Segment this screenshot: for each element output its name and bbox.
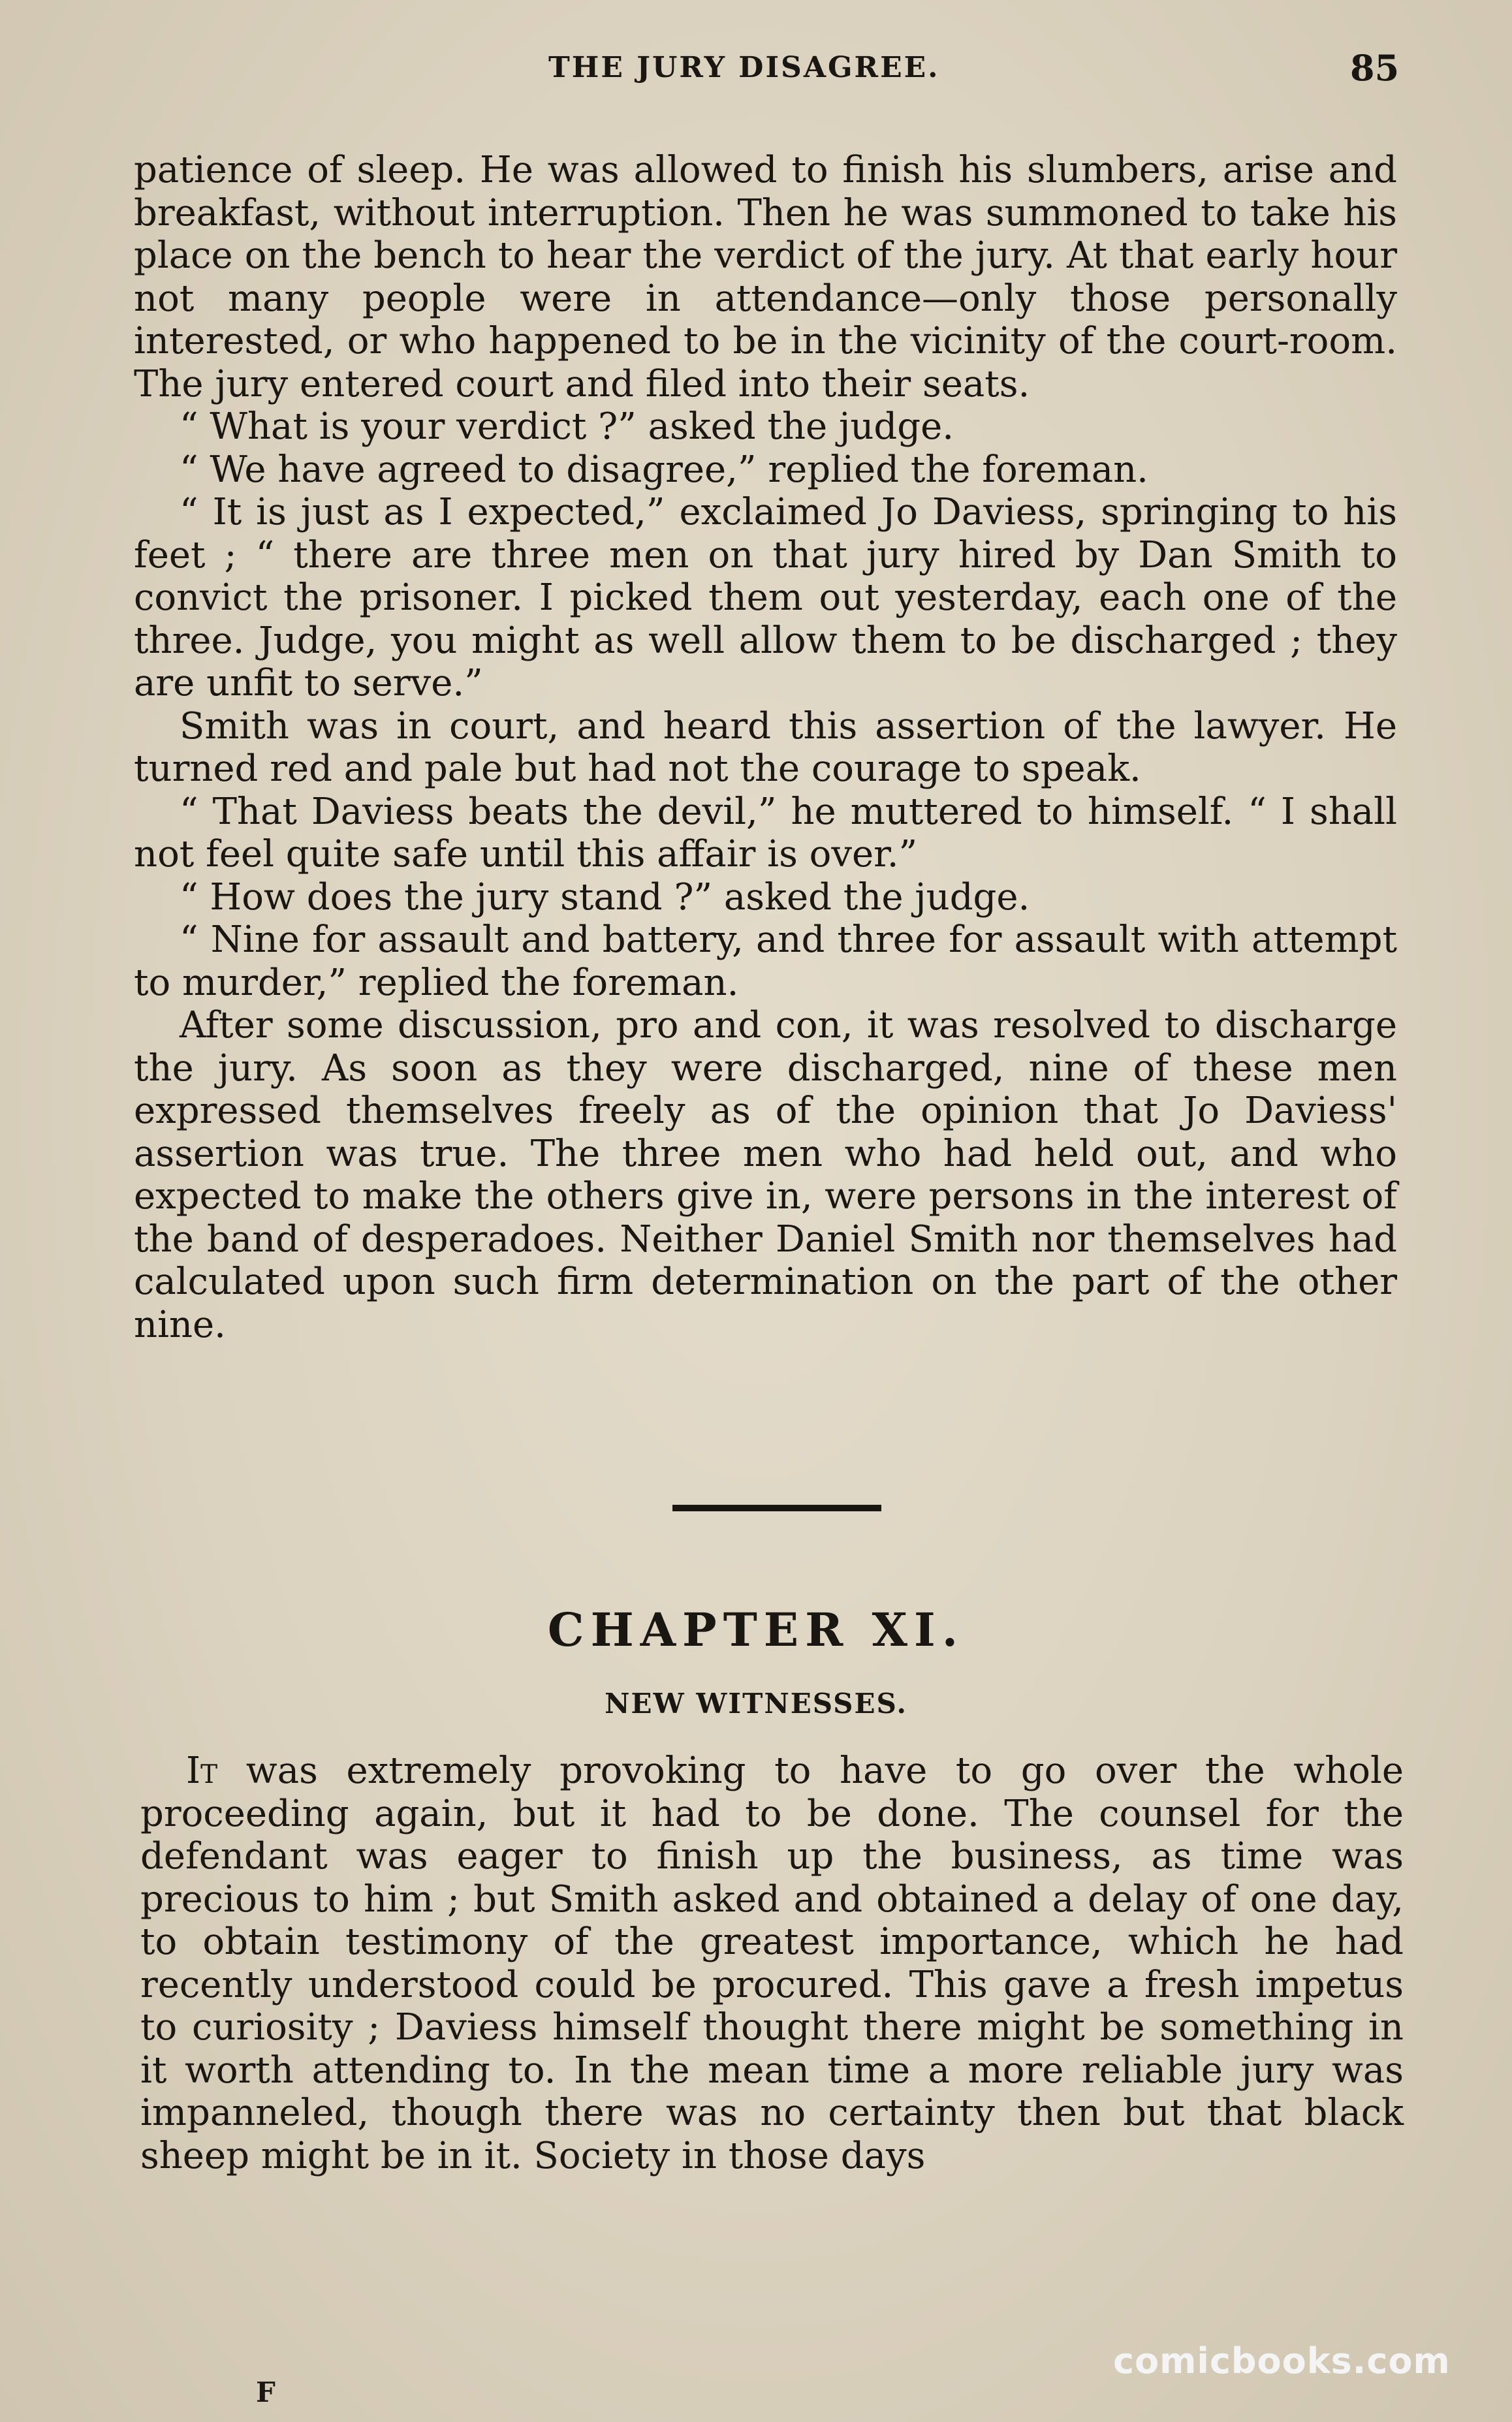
watermark: comicbooks.com <box>1113 2340 1451 2382</box>
paragraph: After some discussion, pro and con, it was resolved to discharge the jury. As soon as they were discharged, nine of these men expressed themselves freely as of the opinion that Jo Daviess' assertion was true. The three men who had held out, and who expected to make the others give in, were persons in the interest of the band of desperadoes. Neither Daniel Smith nor themselves had calculated upon such firm determination on the part of the other nine. <box>134 1004 1397 1346</box>
paragraph: “ Nine for assault and battery, and three for assault with attempt to murder,” replied the foreman. <box>134 919 1397 1004</box>
paragraph: “ What is your verdict ?” asked the judge. <box>180 405 954 448</box>
paragraph: “ That Daviess beats the devil,” he muttered to himself. “ I shall not feel quite safe until this affair is over.” <box>134 790 1397 875</box>
running-head: THE JURY DISAGREE. <box>548 51 940 84</box>
paragraph: patience of sleep. He was allowed to finish his slumbers, arise and breakfast, without interruption. Then he was summoned to take his place on the bench to hear the verdict of the jury. At that early hour not many people were in attendance—only those personally interested, or who happened to be in the vicinity of the court-room. The jury entered court and filed into their seats. <box>134 149 1397 405</box>
text-block-top <box>134 149 1397 1346</box>
paragraph <box>140 1750 1404 2177</box>
paragraph: “ We have agreed to disagree,” replied the foreman. <box>180 448 1148 491</box>
paragraph: “ How does the jury stand ?” asked the judge. <box>180 875 1030 919</box>
signature-mark: F <box>256 2376 276 2408</box>
paragraph: “ It is just as I expected,” exclaimed Jo Daviess, springing to his feet ; “ there are three men on that jury hired by Dan Smith to convict the prisoner. I picked them out yesterday, each one of the three. Judge, you might as well allow them to be discharged ; they are unfit to serve.” <box>134 491 1397 704</box>
paragraph-text: was extremely provoking to have to go over the whole proceeding again, but it had to be done. The counsel for the defendant was eager to finish up the business, as time was precious to him ; but Smith asked and obtained a delay of one day, to obtain testimony of the greatest importance, which he had recently understood could be procured. This gave a fresh impetus to curiosity ; Daviess himself thought there might be something in it worth attending to. In the mean time a more reliable jury was impanneled, though there was no certainty then but that black sheep might be in it. Society in those days <box>140 1750 1404 2177</box>
page-number: 85 <box>1350 47 1400 89</box>
paragraph: Smith was in court, and heard this assertion of the lawyer. He turned red and pale but had not the courage to speak. <box>134 704 1397 790</box>
text-block-chapter <box>140 1750 1404 2177</box>
lead-word: It <box>186 1750 218 1792</box>
chapter-title: CHAPTER XI. <box>547 1603 965 1657</box>
section-divider-rule <box>672 1505 881 1511</box>
chapter-subtitle: NEW WITNESSES. <box>605 1688 907 1720</box>
